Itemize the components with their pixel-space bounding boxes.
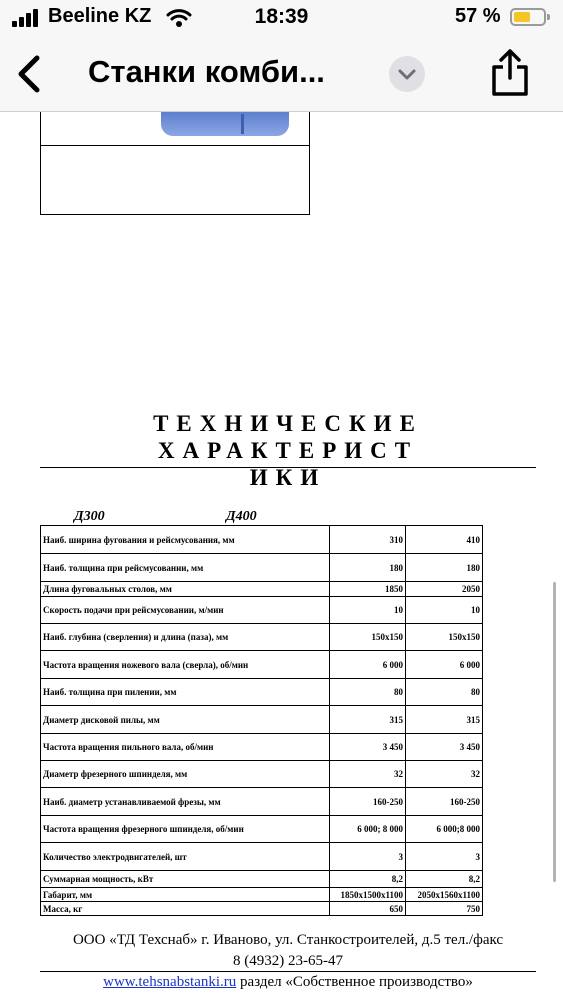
footer-section: раздел «Собственное производство»	[240, 974, 473, 990]
spec-value-d400: 160-250	[406, 788, 483, 816]
spec-value-d400: 2050	[406, 582, 483, 597]
spec-name: Масса, кг	[41, 902, 330, 916]
share-button[interactable]	[488, 46, 532, 100]
back-button[interactable]	[10, 52, 50, 96]
chevron-down-icon	[389, 56, 425, 92]
spec-value-d400: 32	[406, 761, 483, 788]
document-page[interactable]	[0, 112, 563, 999]
spec-row	[41, 526, 483, 554]
spec-value-d300: 3	[330, 843, 406, 871]
spec-value-d300: 6 000; 8 000	[330, 816, 406, 843]
website-link[interactable]: www.tehsnabstanki.ru	[103, 974, 237, 990]
spec-value-d400: 315	[406, 706, 483, 734]
spec-row	[41, 651, 483, 679]
spec-value-d300: 180	[330, 554, 406, 582]
spec-row	[41, 761, 483, 788]
spec-value-d400: 2050х1560х1100	[406, 888, 483, 902]
spec-row	[41, 624, 483, 651]
spec-value-d300: 650	[330, 902, 406, 916]
spec-value-d300: 10	[330, 597, 406, 624]
document-title: Станки комби...	[88, 54, 325, 89]
spec-value-d300: 315	[330, 706, 406, 734]
column-label-d300: Д300	[74, 509, 105, 524]
status-bar	[0, 0, 563, 38]
spec-value-d300: 6 000	[330, 651, 406, 679]
spec-row	[41, 871, 483, 888]
navigation-bar	[0, 38, 563, 112]
spec-value-d400: 3 450	[406, 734, 483, 761]
back-chevron-icon	[10, 52, 50, 96]
spec-name: Наиб. толщина при рейсмусовании, мм	[41, 554, 330, 582]
spec-row	[41, 554, 483, 582]
spec-name: Скорость подачи при рейсмусовании, м/мин	[41, 597, 330, 624]
spec-name: Длина фуговальных столов, мм	[41, 582, 330, 597]
spec-value-d300: 80	[330, 679, 406, 706]
footer-rule	[40, 971, 536, 972]
clock: 18:39	[254, 5, 309, 28]
spec-value-d400: 6 000;8 000	[406, 816, 483, 843]
heading-rule	[40, 467, 536, 468]
machine-image	[161, 112, 289, 136]
spec-name: Диаметр фрезерного шпинделя, мм	[41, 761, 330, 788]
spec-value-d300: 1850х1500х1100	[330, 888, 406, 902]
spec-name: Суммарная мощность, кВт	[41, 871, 330, 888]
spec-name: Наиб. глубина (сверления) и длина (паза), мм	[41, 624, 330, 651]
spec-value-d400: 6 000	[406, 651, 483, 679]
spec-row	[41, 679, 483, 706]
spec-row	[41, 582, 483, 597]
spec-row	[41, 788, 483, 816]
battery-percent: 57 %	[455, 5, 501, 27]
spec-value-d300: 310	[330, 526, 406, 554]
spec-heading: ТЕХНИЧЕСКИЕ ХАРАКТЕРИСТ ИКИ	[153, 411, 423, 490]
spec-value-d300: 8,2	[330, 871, 406, 888]
spec-value-d300: 3 450	[330, 734, 406, 761]
carrier-name: Beeline KZ	[48, 5, 152, 27]
spec-value-d300: 160-250	[330, 788, 406, 816]
footer-address: ООО «ТД Техснаб» г. Иваново, ул. Станкостроителей, д.5 тел./факс	[72, 932, 504, 948]
footer-phone: 8 (4932) 23-65-47	[233, 953, 343, 969]
spec-value-d400: 10	[406, 597, 483, 624]
footer-links	[40, 974, 536, 991]
share-icon	[488, 46, 532, 100]
spec-name: Частота вращения ножевого вала (сверла), об/мин	[41, 651, 330, 679]
spec-row	[41, 706, 483, 734]
spec-value-d400: 80	[406, 679, 483, 706]
machine-image-frame	[40, 112, 310, 215]
spec-name: Наиб. ширина фугования и рейсмусования, мм	[41, 526, 330, 554]
spec-value-d400: 3	[406, 843, 483, 871]
spec-value-d400: 180	[406, 554, 483, 582]
spec-row	[41, 816, 483, 843]
spec-row	[41, 843, 483, 871]
battery-fill	[514, 12, 530, 22]
spec-value-d300: 32	[330, 761, 406, 788]
spec-value-d400: 410	[406, 526, 483, 554]
spec-name: Количество электродвигателей, шт	[41, 843, 330, 871]
spec-name: Диаметр дисковой пилы, мм	[41, 706, 330, 734]
column-label-d400: Д400	[226, 509, 257, 524]
spec-name: Габарит, мм	[41, 888, 330, 902]
spec-name: Частота вращения пильного вала, об/мин	[41, 734, 330, 761]
spec-value-d400: 750	[406, 902, 483, 916]
spec-row	[41, 597, 483, 624]
spec-value-d400: 8,2	[406, 871, 483, 888]
spec-value-d300: 150х150	[330, 624, 406, 651]
spec-row	[41, 902, 483, 916]
spec-row	[41, 734, 483, 761]
scrollbar[interactable]	[553, 582, 556, 882]
spec-value-d400: 150х150	[406, 624, 483, 651]
spec-table	[40, 525, 483, 916]
spec-name: Наиб. толщина при пилении, мм	[41, 679, 330, 706]
spec-name: Наиб. диаметр устанавливаемой фрезы, мм	[41, 788, 330, 816]
spec-name: Частота вращения фрезерного шпинделя, об/мин	[41, 816, 330, 843]
battery-icon	[510, 8, 546, 26]
spec-row	[41, 888, 483, 902]
title-menu-button[interactable]	[389, 56, 425, 92]
spec-value-d300: 1850	[330, 582, 406, 597]
